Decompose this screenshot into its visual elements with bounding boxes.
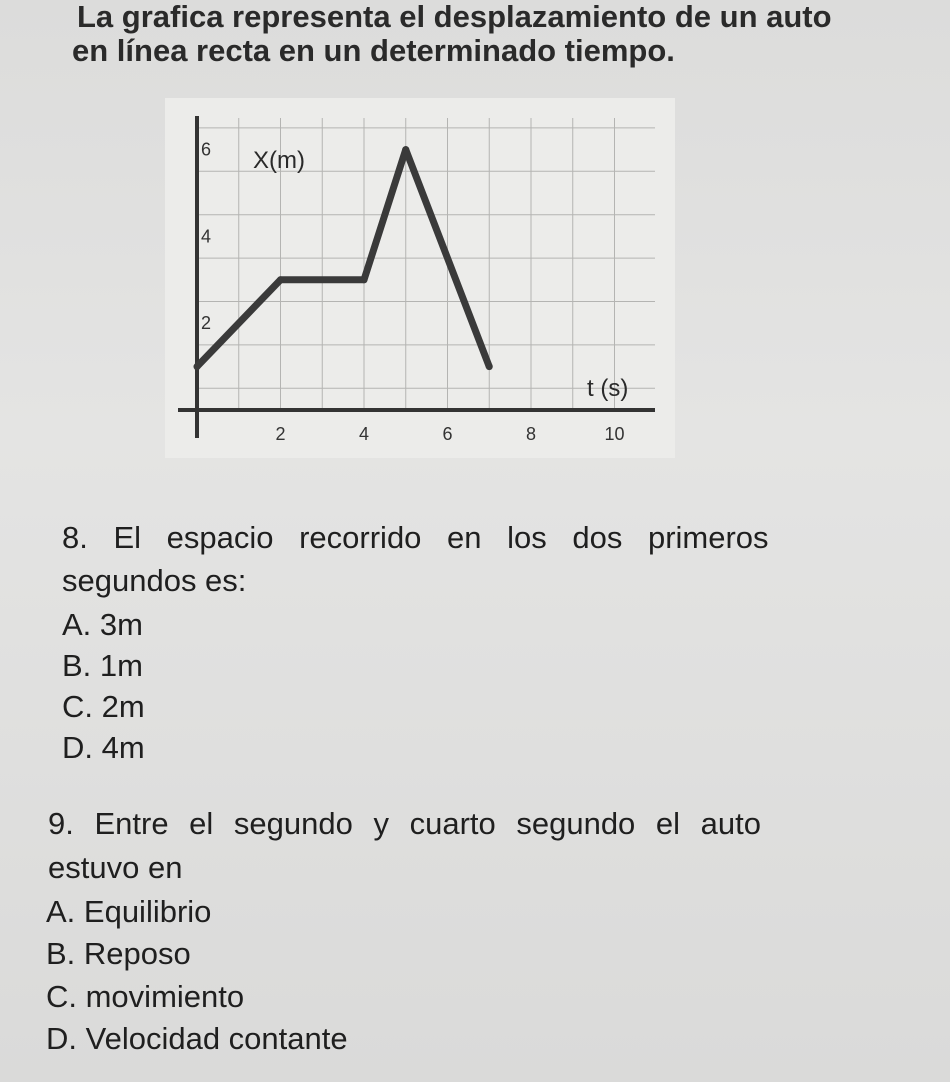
question-9-line-1: 9. Entre el segundo y cuarto segundo el auto [48, 806, 761, 841]
data-point [402, 146, 409, 153]
question-9-line-2: estuvo en [48, 850, 183, 885]
x-tick-label: 4 [358, 424, 370, 444]
graph-panel [165, 98, 675, 458]
data-point [194, 363, 201, 370]
question-9-option-a[interactable]: A. Equilibrio [46, 894, 212, 929]
intro-text [72, 0, 892, 68]
question-9-option-b[interactable]: B. Reposo [46, 936, 191, 971]
data-point [361, 276, 368, 283]
intro-line-2: en línea recta en un determinado tiempo. [72, 33, 675, 68]
question-9-option-d[interactable]: D. Velocidad contante [46, 1021, 348, 1056]
x-tick-label: 8 [525, 424, 537, 444]
data-point [277, 276, 284, 283]
y-tick-label: 2 [201, 313, 212, 334]
y-tick-label: 6 [201, 139, 212, 160]
y-axis-label: X(m) [253, 147, 305, 174]
x-tick-label: 10 [604, 424, 625, 444]
data-point [486, 363, 493, 370]
displacement-time-graph [165, 98, 675, 458]
question-8-option-c[interactable]: C. 2m [62, 689, 145, 724]
question-8-option-b[interactable]: B. 1m [62, 648, 143, 683]
question-8-line-1: 8. El espacio recorrido en los dos primeros [62, 520, 769, 555]
x-tick-label: 6 [442, 424, 453, 444]
y-tick-label: 4 [201, 226, 212, 247]
x-tick-label: 2 [275, 424, 286, 444]
question-8-option-a[interactable]: A. 3m [62, 607, 143, 642]
question-8-line-2: segundos es: [62, 563, 247, 598]
x-axis-label: t (s) [587, 375, 629, 402]
question-8-option-d[interactable]: D. 4m [62, 730, 145, 765]
question-9-option-c[interactable]: C. movimiento [46, 979, 245, 1014]
intro-line-1: La grafica representa el desplazamiento de un auto [77, 0, 832, 34]
